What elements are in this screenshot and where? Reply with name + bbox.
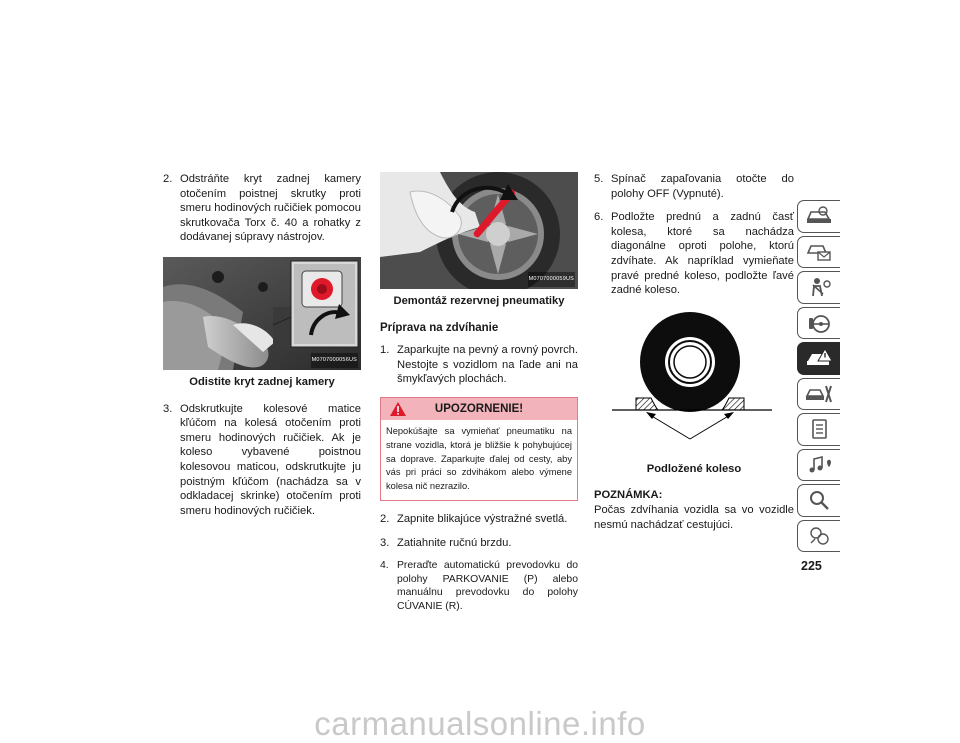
step-6-block-wheels	[594, 210, 794, 298]
car-dashboard-icon	[805, 205, 833, 227]
figure-caption: Demontáž rezervnej pneumatiky	[393, 295, 565, 307]
tab-checklist[interactable]	[797, 413, 840, 446]
watermark: carmanualsonline.info	[314, 705, 646, 742]
step-text: Preraďte automatickú prevodovku do polohy PARKOVANIE (P) alebo manuálnu prevodovku do polohy CÚVANIE (R).	[397, 560, 578, 612]
step-4-transmission	[380, 559, 578, 613]
step-text: Podložte prednú a zadnú časť kolesa, ktoré sa nachádza diagonálne oproti polohe, ktorú zdvíhate. Ak napríklad vymieňate pravé predné koleso, podložte ľavé zadné koleso.	[611, 211, 794, 297]
step-text: Spínač zapaľovania otočte do polohy OFF (Vypnuté).	[611, 173, 794, 200]
tab-language[interactable]	[797, 520, 840, 553]
step-number: 4.	[380, 560, 389, 572]
tab-car-emergency[interactable]	[797, 342, 840, 375]
magnifier-icon	[805, 489, 833, 511]
figure-camera-cover	[163, 257, 361, 370]
tab-car-dashboard[interactable]	[797, 200, 840, 233]
chapter-tabs	[797, 200, 840, 555]
figure-code: M0707000059US	[528, 272, 575, 287]
language-icon	[805, 525, 833, 547]
figure-caption: Odistite kryt zadnej kamery	[189, 375, 335, 388]
step-number: 6.	[594, 211, 604, 224]
column-left	[163, 172, 361, 527]
tab-car-service-tools[interactable]	[797, 378, 840, 411]
tab-music-location[interactable]	[797, 449, 840, 482]
seatbelt-safety-icon	[805, 276, 833, 298]
figure-code: M0707000056US	[311, 353, 358, 368]
note-text: Počas zdvíhania vozidla sa vo vozidle nesmú nachádzať cestujúci.	[594, 503, 794, 531]
blocked-wheel-diagram	[594, 312, 794, 457]
checklist-icon	[805, 418, 833, 440]
step-3-parking-brake	[380, 536, 578, 551]
figure-caption: Podložené koleso	[646, 462, 742, 475]
car-service-tools-icon	[805, 383, 833, 405]
page-number: 225	[801, 559, 822, 573]
step-text: Zatiahnite ručnú brzdu.	[397, 536, 512, 549]
car-mail-icon	[805, 241, 833, 263]
tab-car-mail[interactable]	[797, 236, 840, 269]
column-right	[594, 172, 794, 532]
steering-wheel-icon	[805, 312, 833, 334]
figure-blocked-wheel	[594, 312, 794, 457]
step-3-loosen-lug-nuts	[163, 402, 361, 519]
step-text: Odskrutkujte kolesové matice kľúčom na kolesá otočením proti smeru hodinových ručičiek. Ak je koleso vybavené poistnou kolesovou maticou, odskrutkujte ju poistným kľúčom (nachádza sa v odkladacej skrinke) otočením proti smeru hodinových ručičiek.	[180, 402, 361, 517]
warning-triangle-icon	[389, 401, 407, 417]
section-title: Príprava na zdvíhanie	[380, 321, 499, 334]
step-number: 5.	[594, 173, 604, 185]
step-number: 3.	[163, 402, 173, 415]
step-text: Odstráňte kryt zadnej kamery otočením poistnej skrutky proti smeru hodinových ručičiek pomocou skrutkovača Torx č. 40 a rohatky z dodávanej súpravy nástrojov.	[180, 173, 361, 244]
car-emergency-icon	[805, 347, 833, 369]
step-2-remove-camera-cover	[163, 172, 361, 245]
step-text: Zaparkujte na pevný a rovný povrch. Nestojte s vozidlom na ľade ani na šmykľavých plochách.	[397, 344, 578, 386]
note-title: POZNÁMKA:	[594, 489, 663, 502]
warning-text: Nepokúšajte sa vymieňať pneumatiku na strane vozidla, ktorá je bližšie k pohybujúcej sa doprave. Zaparkujte ďalej od cesty, aby vás pri práci so zdvihákom alebo výmene kolesa nič nezrazilo.	[386, 425, 572, 492]
figure-spare-tire-removal	[380, 172, 578, 289]
column-middle	[380, 172, 578, 623]
music-location-icon	[805, 454, 833, 476]
warning-title: UPOZORNENIE!	[434, 402, 524, 415]
step-number: 1.	[380, 344, 390, 357]
step-text: Zapnite blikajúce výstražné svetlá.	[397, 512, 568, 525]
tab-magnifier[interactable]	[797, 484, 840, 517]
tab-steering-wheel[interactable]	[797, 307, 840, 340]
step-number: 3.	[380, 536, 390, 549]
warning-header	[381, 398, 577, 420]
step-number: 2.	[380, 512, 390, 525]
tab-seatbelt-safety[interactable]	[797, 271, 840, 304]
step-5-ignition-off	[594, 172, 794, 201]
step-number: 2.	[163, 173, 173, 185]
warning-box	[380, 397, 578, 501]
step-1-park-surface	[380, 343, 578, 387]
step-2-hazard-lights	[380, 512, 578, 527]
